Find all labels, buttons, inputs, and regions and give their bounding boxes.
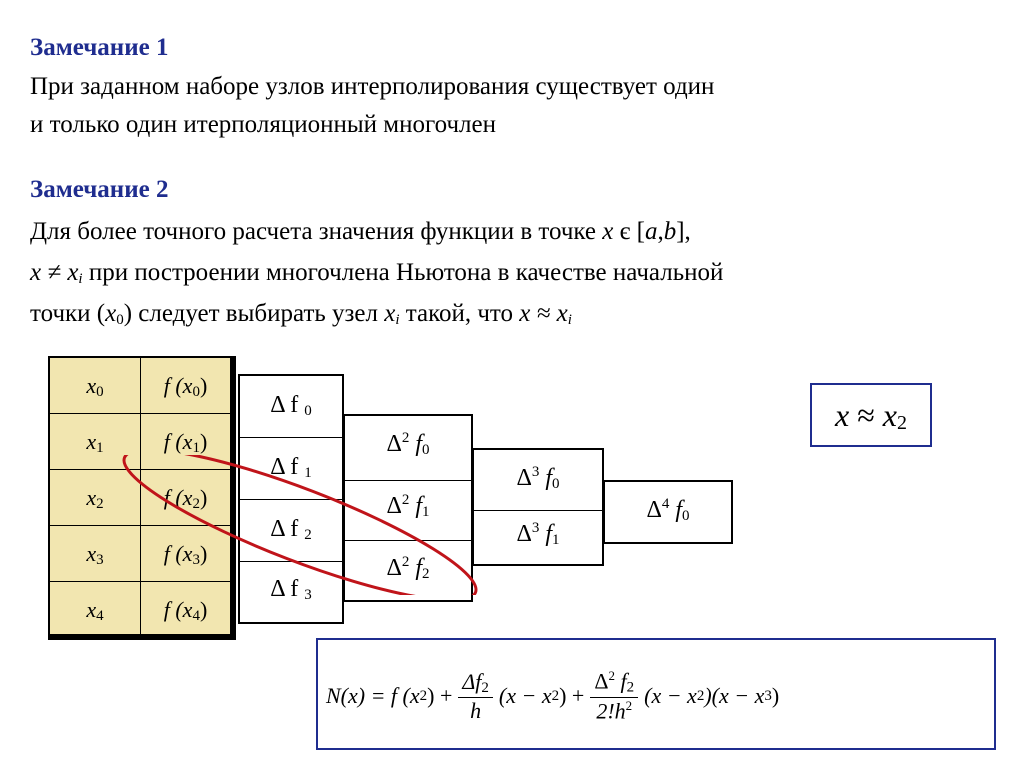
remark-1-line-1: При заданном наборе узлов интерполирования существует один [30, 73, 715, 100]
first-difference-cell: Δ f $_0$ [270, 392, 312, 419]
fourth-difference-cell: $\Delta^4$ $f_0$ [646, 496, 690, 524]
remark-2-line-1: Для более точного расчета значения функции в точке x є [a,b], [30, 218, 691, 245]
newton-formula: N(x) = f (x 2 ) + $\frac{\Delta f_2}{h}$ (x − x 2 ) + $\frac{\Delta^2 f_2}{2!h^2}$ (x − x 2 )(x − x 3 ) [326, 668, 780, 723]
first-difference-cell: Δ f $_1$ [270, 454, 312, 481]
remark-2-line-2: $x \ne x_i$ при построении многочлена Ньютона в качестве начальной [30, 259, 724, 287]
newton-formula-box [316, 638, 996, 750]
table-row [50, 358, 230, 414]
node-f-cell: f $(x_1)$ [163, 429, 208, 456]
fourth-difference-column [603, 480, 733, 544]
third-difference-cell: $\Delta^3$ $f_1$ [516, 520, 560, 548]
third-difference-cell: $\Delta^3$ $f_0$ [516, 464, 560, 492]
node-x-cell: $x_3$ [50, 526, 141, 581]
node-f-cell: f $(x_4)$ [163, 597, 208, 624]
node-x-cell: $x_2$ [50, 470, 141, 525]
approx-node-text: $x \approx x_2$ [835, 397, 907, 434]
highlight-ellipse [100, 455, 500, 595]
node-x-cell: $x_0$ [50, 358, 141, 413]
node-f-cell: f $(x_2)$ [163, 485, 208, 512]
remark-2-line-3: точки $(x_0)$ следует выбирать узел $x_i$ такой, что $x \approx x_i$ [30, 300, 572, 328]
fraction-2: $\frac{\Delta^2 f_2}{2!h^2}$ [590, 668, 638, 724]
remark-2-heading: Замечание 2 [30, 176, 169, 203]
second-difference-cell: $\Delta^2$ $f_0$ [386, 430, 430, 458]
second-difference-cell: $\Delta^2$ $f_2$ [386, 554, 430, 582]
remark-1-heading: Замечание 1 [30, 34, 169, 61]
node-f-cell: f $(x_0)$ [163, 373, 208, 400]
first-difference-cell: Δ f $_3$ [270, 576, 312, 603]
approx-node-box [810, 383, 932, 447]
node-x-cell: $x_1$ [50, 414, 141, 469]
node-x-cell: $x_4$ [50, 582, 141, 638]
second-difference-cell: $\Delta^2$ $f_1$ [386, 492, 430, 520]
first-difference-cell: Δ f $_2$ [270, 516, 312, 543]
fraction-1: $\frac{\Delta f_2}{h}$ [458, 669, 493, 724]
remark-1-line-2: и только один итерполяционный многочлен [30, 111, 496, 138]
node-f-cell: f $(x_3)$ [163, 541, 208, 568]
